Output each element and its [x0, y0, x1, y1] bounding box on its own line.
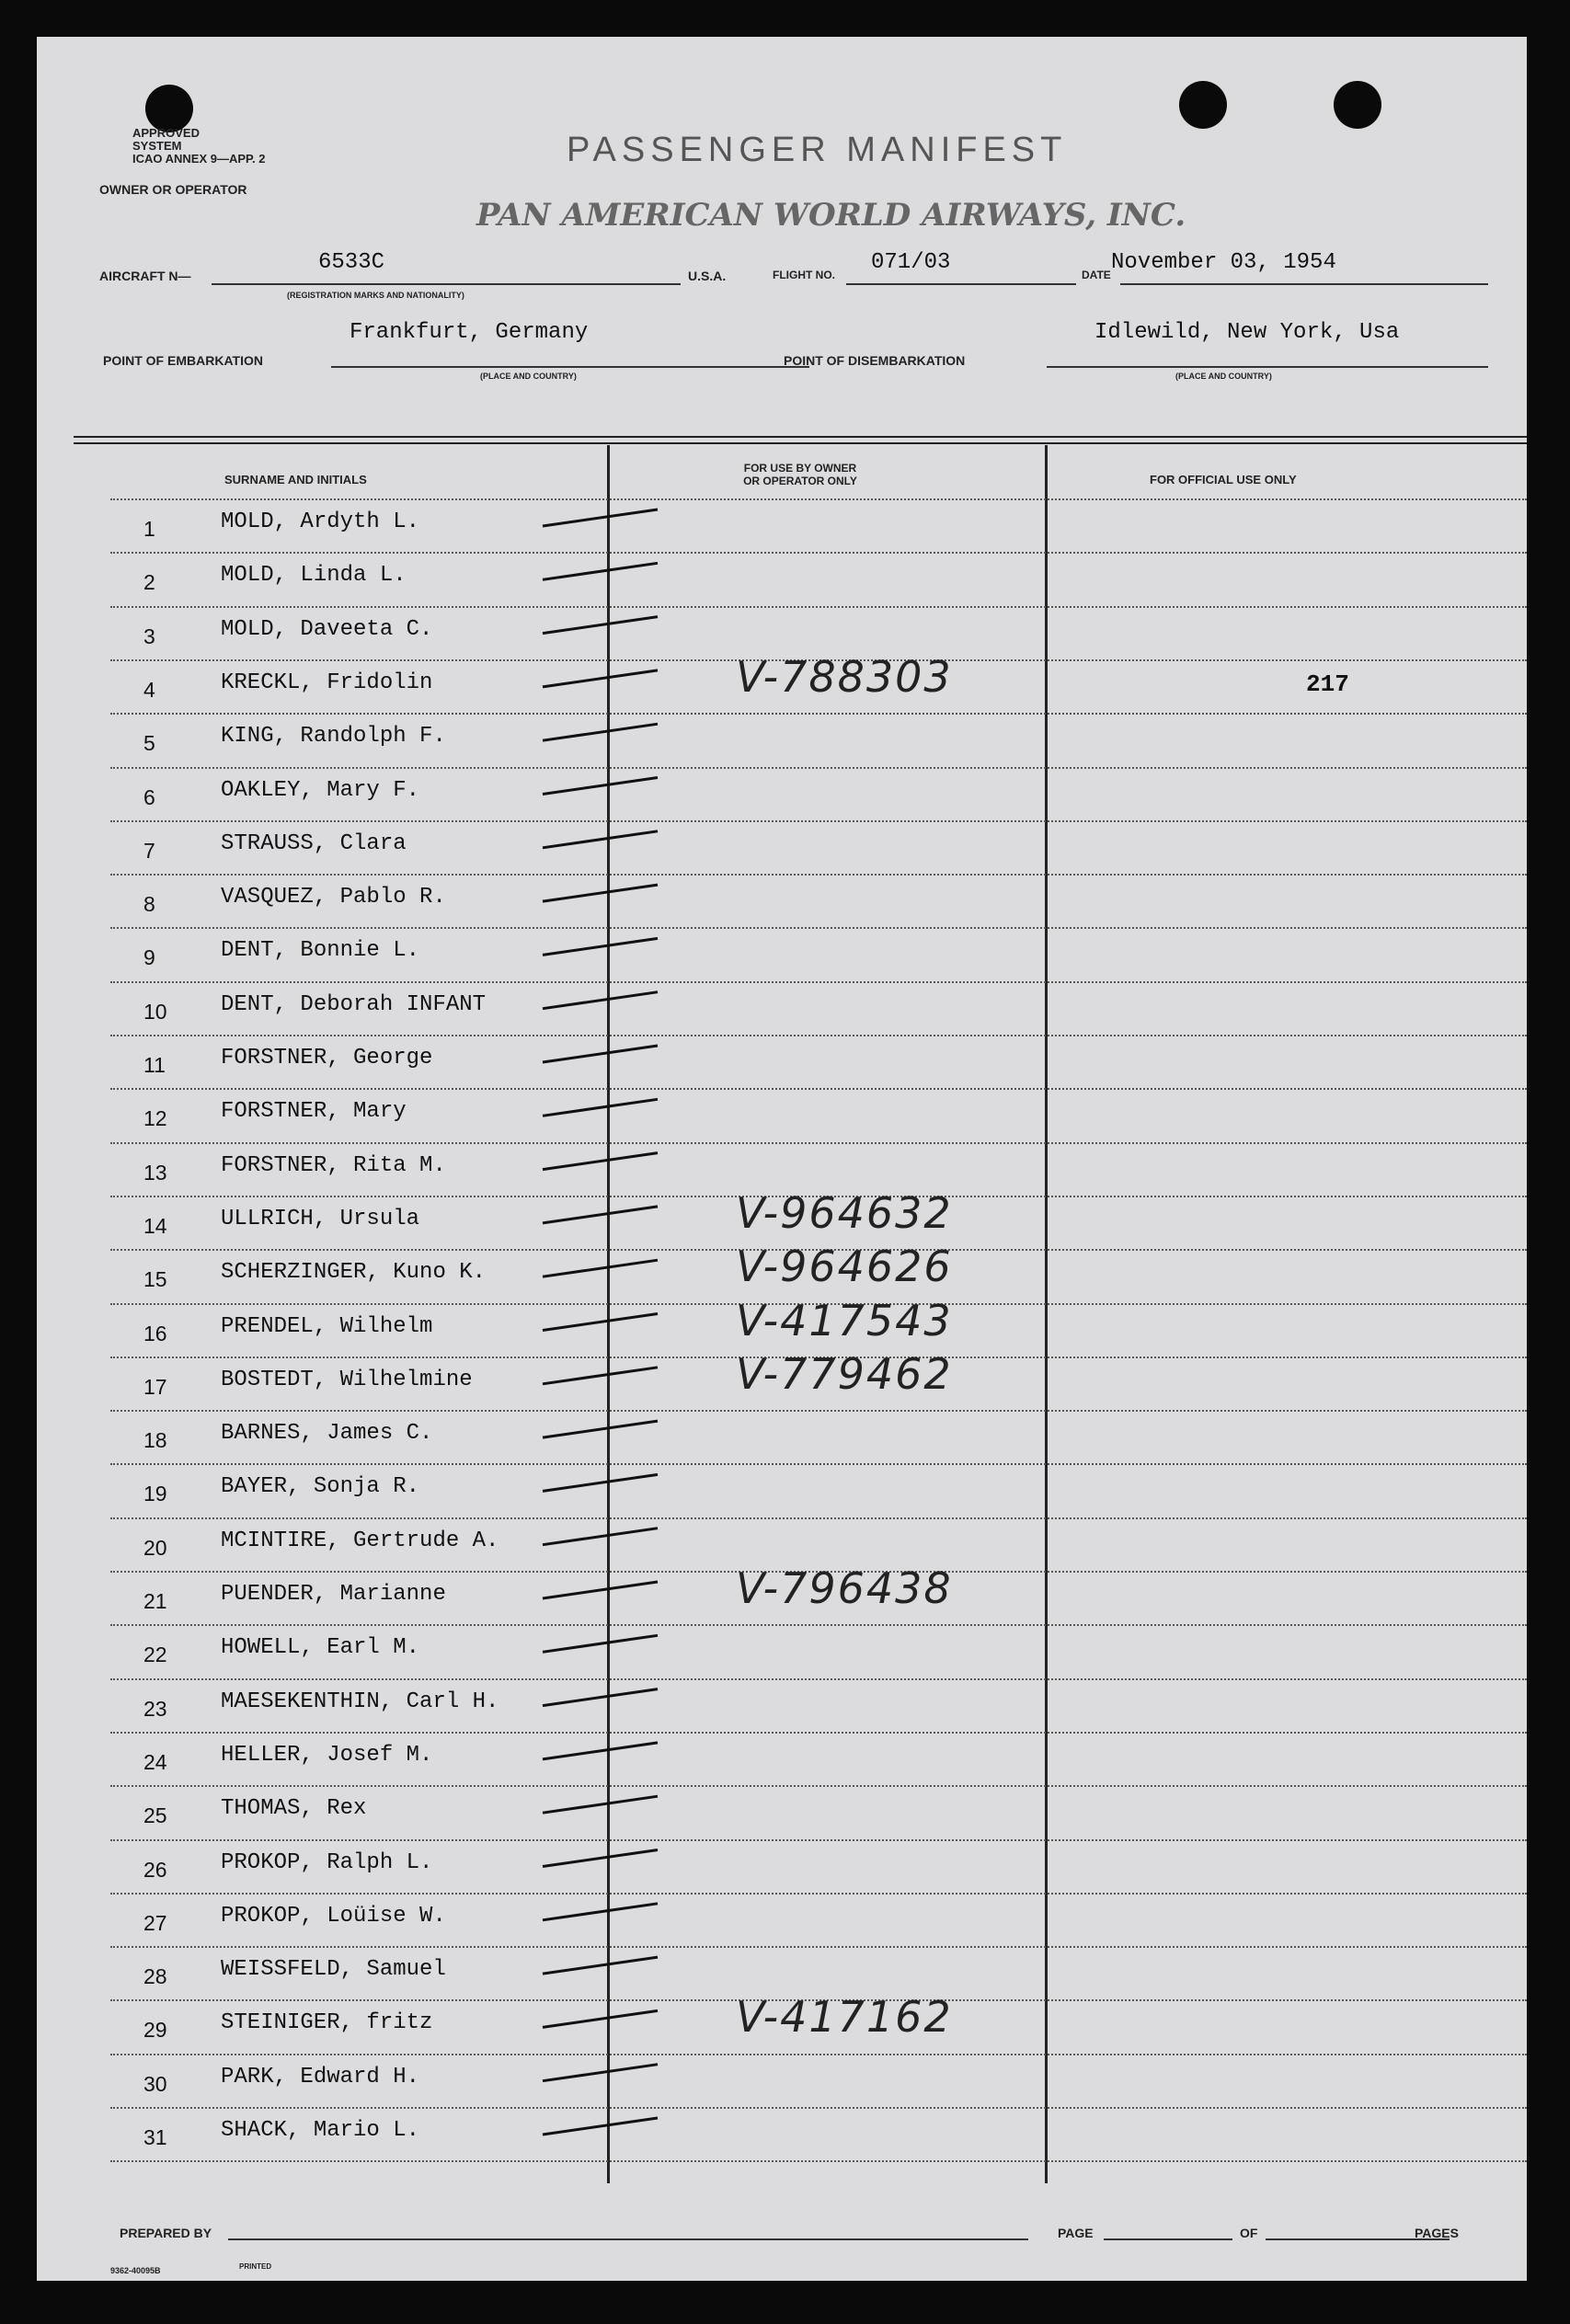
passenger-name: PRENDEL, Wilhelm: [221, 1313, 433, 1339]
passenger-name: HOWELL, Earl M.: [221, 1635, 420, 1661]
row-number: 25: [143, 1803, 167, 1828]
check-mark: [543, 1314, 658, 1331]
disembark-value: Idlewild, New York, Usa: [1094, 320, 1400, 345]
passenger-name: ULLRICH, Ursula: [221, 1206, 420, 1231]
passenger-name: VASQUEZ, Pablo R.: [221, 885, 446, 910]
visa-number: V-964632: [736, 1187, 953, 1238]
col-owner-line: FOR USE BY OWNER: [743, 462, 857, 475]
row-number: 5: [143, 731, 155, 756]
passenger-name: FORSTNER, George: [221, 1046, 433, 1070]
disembark-label: POINT OF DISEMBARKATION: [784, 353, 966, 368]
passenger-name: OAKLEY, Mary F.: [221, 777, 420, 803]
row-number: 3: [143, 624, 155, 648]
passenger-name: SHACK, Mario L.: [221, 2118, 420, 2143]
passenger-name: MOLD, Daveeta C.: [221, 616, 433, 642]
aircraft-value: 6533C: [318, 250, 385, 275]
row-number: 23: [143, 1696, 167, 1721]
passenger-name: KING, Randolph F.: [221, 724, 446, 750]
passenger-name: WEISSFELD, Samuel: [221, 1957, 446, 1983]
passenger-name: MOLD, Linda L.: [221, 563, 407, 589]
official-number: 217: [1306, 670, 1349, 698]
check-mark: [543, 831, 658, 848]
row-number: 10: [143, 999, 167, 1024]
row-number: 14: [143, 1213, 167, 1238]
row-number: 8: [143, 892, 155, 917]
page-label: PAGE: [1058, 2226, 1094, 2240]
embark-label: POINT OF EMBARKATION: [103, 353, 263, 368]
registration-caption: (REGISTRATION MARKS AND NATIONALITY): [287, 291, 464, 300]
check-mark: [543, 1582, 658, 1598]
visa-number: V-417162: [736, 1992, 953, 2043]
visa-number: V-779462: [736, 1348, 953, 1399]
check-mark: [543, 1153, 658, 1170]
check-mark: [543, 563, 658, 579]
check-mark: [543, 1099, 658, 1116]
date-value: November 03, 1954: [1111, 250, 1336, 275]
row-number: 21: [143, 1589, 167, 1613]
row-number: 4: [143, 677, 155, 702]
passenger-name: SCHERZINGER, Kuno K.: [221, 1260, 487, 1286]
owner-label: OWNER OR OPERATOR: [99, 182, 247, 197]
check-mark: [543, 1957, 658, 1974]
row-number: 13: [143, 1160, 167, 1185]
visa-number: V-417543: [736, 1295, 953, 1345]
passenger-name: MAESEKENTHIN, Carl H.: [221, 1689, 499, 1714]
visa-number: V-796438: [736, 1563, 953, 1613]
row-number: 11: [143, 1053, 166, 1077]
check-mark: [543, 2010, 658, 2027]
pages-label: PAGES: [1415, 2226, 1459, 2240]
row-number: 19: [143, 1482, 167, 1506]
passenger-name: FORSTNER, Mary: [221, 1099, 407, 1125]
row-number: 7: [143, 838, 155, 863]
check-mark: [543, 1904, 658, 1920]
form-number: 9362-40095B: [110, 2266, 161, 2275]
row-number: 26: [143, 1857, 167, 1882]
row-number: 24: [143, 1749, 167, 1774]
row-number: 20: [143, 1535, 167, 1560]
row-number: 22: [143, 1643, 167, 1667]
row-number: 1: [143, 517, 155, 541]
passenger-name: KRECKL, Fridolin: [221, 670, 433, 695]
col-owner-line: OR OPERATOR ONLY: [743, 475, 857, 487]
passenger-name: THOMAS, Rex: [221, 1796, 367, 1822]
passenger-name: BOSTEDT, Wilhelmine: [221, 1367, 473, 1392]
row-number: 17: [143, 1374, 167, 1399]
check-mark: [543, 1207, 658, 1223]
check-mark: [543, 724, 658, 740]
prepared-underline: [228, 2238, 1028, 2240]
check-mark: [543, 1260, 658, 1276]
owner-value: PAN AMERICAN WORLD AIRWAYS, INC.: [476, 197, 1186, 234]
approval-line: SYSTEM: [132, 139, 182, 153]
page-underline: [1104, 2238, 1232, 2240]
of-label: OF: [1240, 2226, 1258, 2240]
check-mark: [543, 992, 658, 1009]
check-mark: [543, 2118, 658, 2135]
row-number: 16: [143, 1321, 167, 1345]
passenger-name: HELLER, Josef M.: [221, 1742, 433, 1768]
flight-value: 071/03: [871, 250, 951, 275]
manifest-sheet: [37, 37, 1527, 2281]
check-mark: [543, 670, 658, 687]
check-mark: [543, 1743, 658, 1759]
printed-label: PRINTED: [239, 2262, 272, 2271]
check-mark: [543, 1368, 658, 1384]
row-number: 30: [143, 2071, 167, 2096]
row-number: 18: [143, 1428, 167, 1453]
date-label: DATE: [1082, 269, 1111, 281]
col-official: FOR OFFICIAL USE ONLY: [1150, 473, 1297, 487]
row-number: 29: [143, 2018, 167, 2043]
passenger-name: MOLD, Ardyth L.: [221, 509, 420, 534]
embark-value: Frankfurt, Germany: [350, 320, 589, 345]
passenger-name: STEINIGER, fritz: [221, 2010, 433, 2036]
col-surname: SURNAME AND INITIALS: [224, 473, 367, 487]
passenger-name: PUENDER, Marianne: [221, 1582, 446, 1607]
passenger-name: BAYER, Sonja R.: [221, 1474, 420, 1500]
row-number: 28: [143, 1964, 167, 1989]
page-title: PASSENGER MANIFEST: [567, 131, 1068, 169]
place-caption: (PLACE AND COUNTRY): [480, 372, 577, 381]
row-number: 12: [143, 1106, 167, 1131]
passenger-name: PROKOP, Loüise W.: [221, 1903, 446, 1929]
row-number: 2: [143, 570, 155, 595]
check-mark: [543, 938, 658, 955]
check-mark: [543, 1046, 658, 1062]
row-number: 27: [143, 1910, 167, 1935]
approval-line: ICAO ANNEX 9—APP. 2: [132, 152, 266, 166]
check-mark: [543, 1796, 658, 1813]
passenger-name: DENT, Deborah INFANT: [221, 991, 487, 1017]
passenger-name: PROKOP, Ralph L.: [221, 1849, 433, 1875]
row-number: 6: [143, 784, 155, 809]
passenger-name: PARK, Edward H.: [221, 2064, 420, 2089]
check-mark: [543, 509, 658, 526]
visa-number: V-788303: [736, 651, 953, 702]
passenger-name: BARNES, James C.: [221, 1421, 433, 1447]
check-marks: [37, 37, 1527, 2281]
check-mark: [543, 1850, 658, 1867]
row-number: 31: [143, 2125, 167, 2149]
approval-line: APPROVED: [132, 126, 200, 140]
check-mark: [543, 778, 658, 795]
prepared-label: PREPARED BY: [120, 2226, 212, 2240]
place-caption: (PLACE AND COUNTRY): [1175, 372, 1272, 381]
check-mark: [543, 2065, 658, 2081]
passenger-name: DENT, Bonnie L.: [221, 938, 420, 964]
visa-number: V-964626: [736, 1242, 953, 1292]
check-mark: [543, 1474, 658, 1491]
passenger-name: FORSTNER, Rita M.: [221, 1152, 446, 1178]
usa-label: U.S.A.: [688, 269, 727, 283]
passenger-name: STRAUSS, Clara: [221, 830, 407, 856]
aircraft-label: AIRCRAFT N—: [99, 269, 191, 283]
check-mark: [543, 1635, 658, 1652]
check-mark: [543, 885, 658, 901]
flight-label: FLIGHT NO.: [773, 269, 835, 281]
check-mark: [543, 1528, 658, 1545]
check-mark: [543, 1421, 658, 1437]
check-mark: [543, 617, 658, 634]
row-number: 9: [143, 945, 155, 970]
passenger-name: MCINTIRE, Gertrude A.: [221, 1528, 499, 1553]
row-number: 15: [143, 1267, 167, 1292]
check-mark: [543, 1689, 658, 1706]
